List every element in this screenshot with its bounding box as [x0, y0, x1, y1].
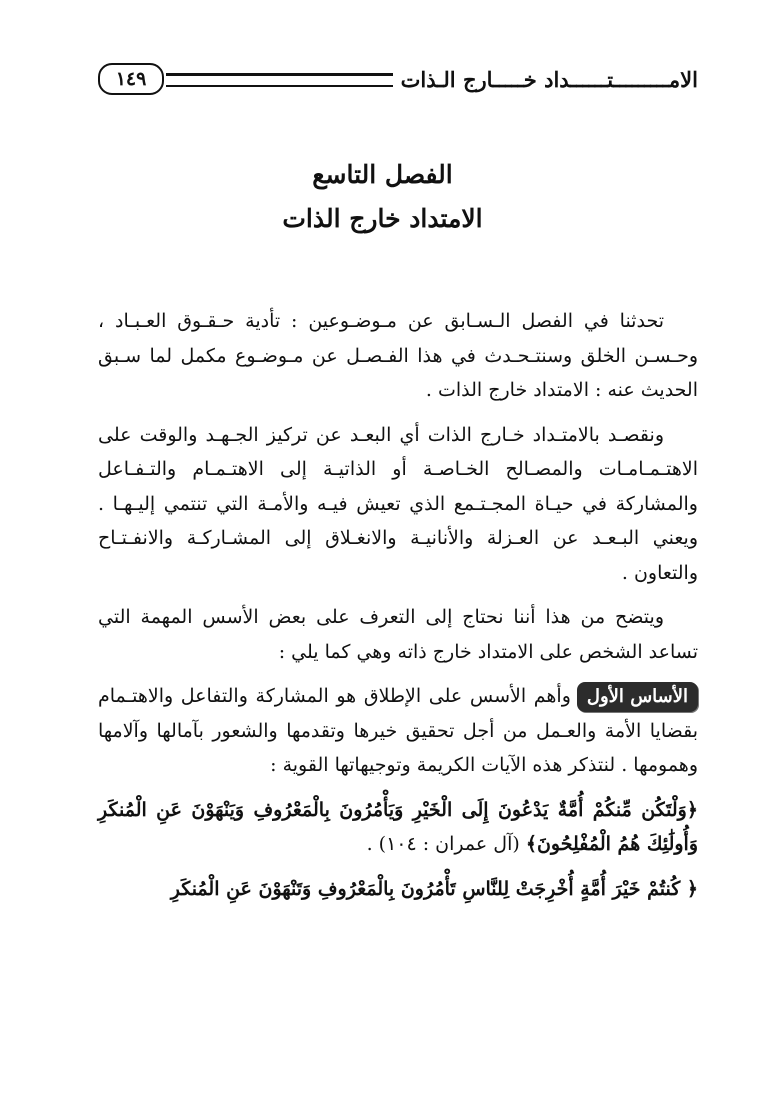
running-header: [98, 62, 698, 96]
paragraph-definition: ونقصـد بالامتـداد خـارج الذات أي البعـد عن تركيز الجـهـد والوقت على الاهتـمـامـات والمصـالح الخـاصـة أو الذاتيـة إلى الاهتـمـام والتـفـاعل والمشاركة في حيـاة المجـتـمع الذي تعيش فيـه والأمـة التي تنتمي إليـهـا . ويعني البـعـد عن العـزلة والأنانيـة والانغـلاق إلى المشـاركـة والانفـتـاح والتعاون .: [98, 423, 698, 584]
verse-1-reference: (آل عمران : ١٠٤) .: [366, 833, 520, 855]
paragraph-foundations: ويتضح من هذا أننا نحتاج إلى التعرف على بعض الأسس المهمة التي تساعد الشخص على الامتداد خارج ذاته وهي كما يلي :: [98, 606, 698, 663]
body-text: [98, 304, 698, 916]
verse-2-text: ﴿ كُنتُمْ خَيْرَ أُمَّةٍ أُخْرِجَتْ لِلنَّاسِ تَأْمُرُونَ بِالْمَعْرُوفِ وَتَنْهَوْنَ عَنِ الْمُنكَرِ: [170, 877, 698, 900]
page-number: ١٤٩: [98, 63, 164, 95]
first-foundation-text: وأهم الأسس على الإطلاق هو المشاركة والتفاعل والاهتـمام بقضايا الأمة والعـمل من أجل تحقيق خيرها وتقدمها والشعور بآمالها وآلامها وهمومها . لنتذكر هذه الآيات الكريمة وتوجيهاتها القوية :: [98, 685, 698, 776]
paragraph-first-foundation: [98, 679, 698, 783]
paragraph-intro: تحدثنا في الفصل الـسـابق عن مـوضـوعين : تأدية حـقـوق العـبـاد ، وحـسـن الخلق وسنتـحـدث في هذا الفـصـل عن مـوضـوع مكمل لما سـبق الحديث عنه : الامتداد خارج الذات .: [98, 310, 698, 401]
running-title: الامـــــــــتــــــداد خـــــارج الـذات: [400, 66, 698, 92]
chapter-title: الامتداد خارج الذات: [282, 204, 483, 233]
quran-verse-1: [98, 793, 698, 862]
section-badge: الأساس الأول: [577, 682, 698, 712]
chapter-label: الفصل التاسع: [312, 160, 453, 189]
quran-verse-2: [98, 872, 698, 907]
header-rule: [166, 73, 393, 87]
verse-1-text: ﴿وَلْتَكُن مِّنكُمْ أُمَّةٌ يَدْعُونَ إِلَى الْخَيْرِ وَيَأْمُرُونَ بِالْمَعْرُوفِ وَيَنْهَوْنَ عَنِ الْمُنكَرِ وَأُولَٰئِكَ هُمُ الْمُفْلِحُونَ﴾: [98, 798, 698, 855]
